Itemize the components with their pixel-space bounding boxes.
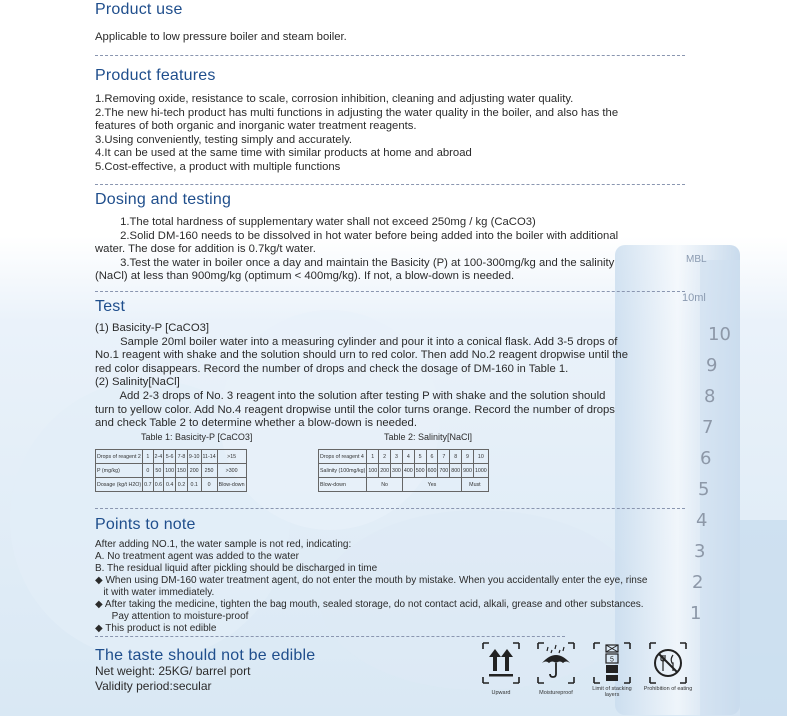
table1-caption: Table 1: Basicity-P [CaCO3] <box>141 432 253 442</box>
note-line: it with water immediately. <box>95 587 215 598</box>
table-cell: 400 <box>402 464 414 478</box>
table-cell: Yes <box>402 478 461 492</box>
table-cell: 9-10 <box>187 450 201 464</box>
table-cell: Dosage (kg/t H2O) <box>96 478 143 492</box>
table-row <box>96 450 247 464</box>
table-cell: 6 <box>426 450 438 464</box>
table-cell: 100 <box>367 464 379 478</box>
table-cell: Blow-down <box>319 478 367 492</box>
table-cell: 0.6 <box>153 478 164 492</box>
validity-period: Validity period:secular <box>95 679 212 693</box>
table-cell: P (mg/kg) <box>96 464 143 478</box>
table-cell: 11-14 <box>201 450 217 464</box>
dosing-heading: Dosing and testing <box>95 191 232 208</box>
cylinder-scale-number: 2 <box>692 572 704 593</box>
table-cell: 9 <box>462 450 474 464</box>
table-cell: 900 <box>462 464 474 478</box>
table-row <box>319 478 489 492</box>
dosing-line: 1.The total hardness of supplementary water shall not exceed 250mg / kg (CaCO3) <box>95 216 536 228</box>
note-line: ◆ This product is not edible <box>95 623 217 634</box>
note-line: ◆ After taking the medicine, tighten the bag mouth, sealed storage, do not contact acid, alkali, grease and other substances. <box>95 599 644 610</box>
points-heading: Points to note <box>95 516 196 533</box>
test-line: No.1 reagent with shake and the solution should urn to red color. Then add No.2 reagent dropwise until the <box>95 349 628 362</box>
cylinder-scale-number: 1 <box>690 603 702 624</box>
table-cell: 200 <box>187 464 201 478</box>
upward-label: Upward <box>491 690 511 696</box>
test-line: Add 2-3 drops of No. 3 reagent into the solution after testing P with shake and the solution should <box>95 390 606 402</box>
table-cell: >300 <box>217 464 246 478</box>
test-heading: Test <box>95 298 126 315</box>
table-cell: 1000 <box>473 464 488 478</box>
upward-arrows-icon <box>481 641 521 685</box>
cylinder-scale-number: 5 <box>698 479 710 500</box>
taste-heading: The taste should not be edible <box>95 647 316 664</box>
table-cell: 5-6 <box>164 450 176 464</box>
stacking-label: Limit of stacking layers <box>592 686 632 698</box>
test-line: (1) Basicity-P [CaCO3] <box>95 322 210 334</box>
table-cell: 0.7 <box>143 478 153 492</box>
feature-line: features of both organic and inorganic water treatment reagents. <box>95 120 417 133</box>
table-cell: 0 <box>143 464 153 478</box>
table-cell: 300 <box>391 464 403 478</box>
table-cell: 10 <box>473 450 488 464</box>
umbrella-icon <box>536 641 576 685</box>
table-cell: 0 <box>201 478 217 492</box>
section-divider <box>95 291 685 292</box>
feature-line: 4.It can be used at the same time with similar products at home and abroad <box>95 147 472 160</box>
cylinder-scale-number: 6 <box>700 448 712 469</box>
table-cell: 500 <box>414 464 426 478</box>
table-cell: Drops of reagent 2 <box>96 450 143 464</box>
table-cell: >15 <box>217 450 246 464</box>
feature-line: 5.Cost-effective, a product with multiple functions <box>95 161 341 173</box>
cylinder-scale-number: 4 <box>696 510 708 531</box>
section-divider <box>95 55 685 56</box>
table-cell: 250 <box>201 464 217 478</box>
table-cell: Drops of reagent 4 <box>319 450 367 464</box>
cylinder-scale-number: 9 <box>706 355 718 376</box>
note-line: B. The residual liquid after pickling should be discharged in time <box>95 563 378 574</box>
table-row <box>319 450 489 464</box>
table-cell: 5 <box>414 450 426 464</box>
feature-line: 1.Removing oxide, resistance to scale, corrosion inhibition, cleaning and adjusting water quality. <box>95 93 574 105</box>
table-cell: 1 <box>367 450 379 464</box>
table-cell: 200 <box>379 464 391 478</box>
dosing-line: water. The dose for addition is 0.7kg/t water. <box>95 243 316 256</box>
product-use-text: Applicable to low pressure boiler and steam boiler. <box>95 31 347 43</box>
basicity-table <box>95 449 247 492</box>
table-cell: 1 <box>143 450 153 464</box>
product-use-heading: Product use <box>95 1 183 18</box>
table-cell: 3 <box>391 450 403 464</box>
moistureproof-label: Moistureproof <box>539 690 573 696</box>
cylinder-volume-label: 10ml <box>682 292 706 304</box>
note-line: ◆ When using DM-160 water treatment agent, do not enter the mouth by mistake. When you accidentally enter the eye, rinse <box>95 575 648 586</box>
stacking-number: 5 <box>610 656 614 664</box>
table2-caption: Table 2: Salinity[NaCl] <box>384 432 473 442</box>
no-eating-icon <box>648 641 688 685</box>
table-cell: Blow-down <box>217 478 246 492</box>
test-line: turn to yellow color. Add No.4 reagent dropwise until the color turns orange. Record the number of drops <box>95 403 615 416</box>
table-cell: 0.2 <box>176 478 188 492</box>
table-cell: 0.4 <box>164 478 176 492</box>
table-cell: 600 <box>426 464 438 478</box>
table-cell: 0.1 <box>187 478 201 492</box>
test-line: and check Table 2 to determine whether a blow-down is needed. <box>95 417 417 430</box>
cylinder-brand: MBL <box>686 254 707 265</box>
table-cell: 2-4 <box>153 450 164 464</box>
table-cell: 150 <box>176 464 188 478</box>
feature-line: 3.Using conveniently, testing simply and accurately. <box>95 133 353 146</box>
table-cell: 7-8 <box>176 450 188 464</box>
cylinder-scale-number: 3 <box>694 541 706 562</box>
product-features-heading: Product features <box>95 67 216 84</box>
dosing-line: 3.Test the water in boiler once a day and maintain the Basicity (P) at 100-300mg/kg and the salinity <box>95 256 615 269</box>
table-cell: Salinity (100mg/kg) <box>319 464 367 478</box>
table-row <box>96 464 247 478</box>
note-line: Pay attention to moisture-proof <box>95 611 249 622</box>
cylinder-scale-number: 7 <box>702 417 714 438</box>
salinity-table <box>318 449 489 492</box>
section-divider <box>95 636 565 637</box>
test-line: Sample 20ml boiler water into a measuring cylinder and pour it into a conical flask. Add 3-5 drops of <box>95 335 618 348</box>
note-line: After adding NO.1, the water sample is not red, indicating: <box>95 539 352 550</box>
note-line: A. No treatment agent was added to the water <box>95 551 300 562</box>
test-line: red color disappears. Record the number of drops and check the dosage of DM-160 in Table 1. <box>95 362 569 375</box>
table-cell: No <box>367 478 403 492</box>
table-cell: 7 <box>438 450 450 464</box>
test-line: (2) Salinity[NaCl] <box>95 376 180 389</box>
table-cell: 2 <box>379 450 391 464</box>
table-cell: 800 <box>450 464 462 478</box>
table-cell: 8 <box>450 450 462 464</box>
cylinder-scale-number: 8 <box>704 386 716 407</box>
table-cell: 100 <box>164 464 176 478</box>
net-weight: Net weight: 25KG/ barrel port <box>95 664 251 678</box>
dosing-line: (NaCl) at less than 900mg/kg (optimum < 400mg/kg). If not, a blow-down is needed. <box>95 270 515 283</box>
dosing-line: 2.Solid DM-160 needs to be dissolved in hot water before being added into the boiler with additional <box>95 229 619 242</box>
table-cell: 50 <box>153 464 164 478</box>
table-row <box>96 478 247 492</box>
no-eating-label: Prohibition of eating <box>643 686 693 692</box>
table-cell: 4 <box>402 450 414 464</box>
section-divider <box>95 184 685 185</box>
section-divider <box>95 508 685 509</box>
table-cell: 700 <box>438 464 450 478</box>
feature-line: 2.The new hi-tech product has multi functions in adjusting the water quality in the boiler, and also has the <box>95 106 619 119</box>
stacking-limit-icon <box>592 641 632 685</box>
table-row <box>319 464 489 478</box>
cylinder-scale-number: 10 <box>708 324 731 345</box>
table-cell: Must <box>462 478 489 492</box>
